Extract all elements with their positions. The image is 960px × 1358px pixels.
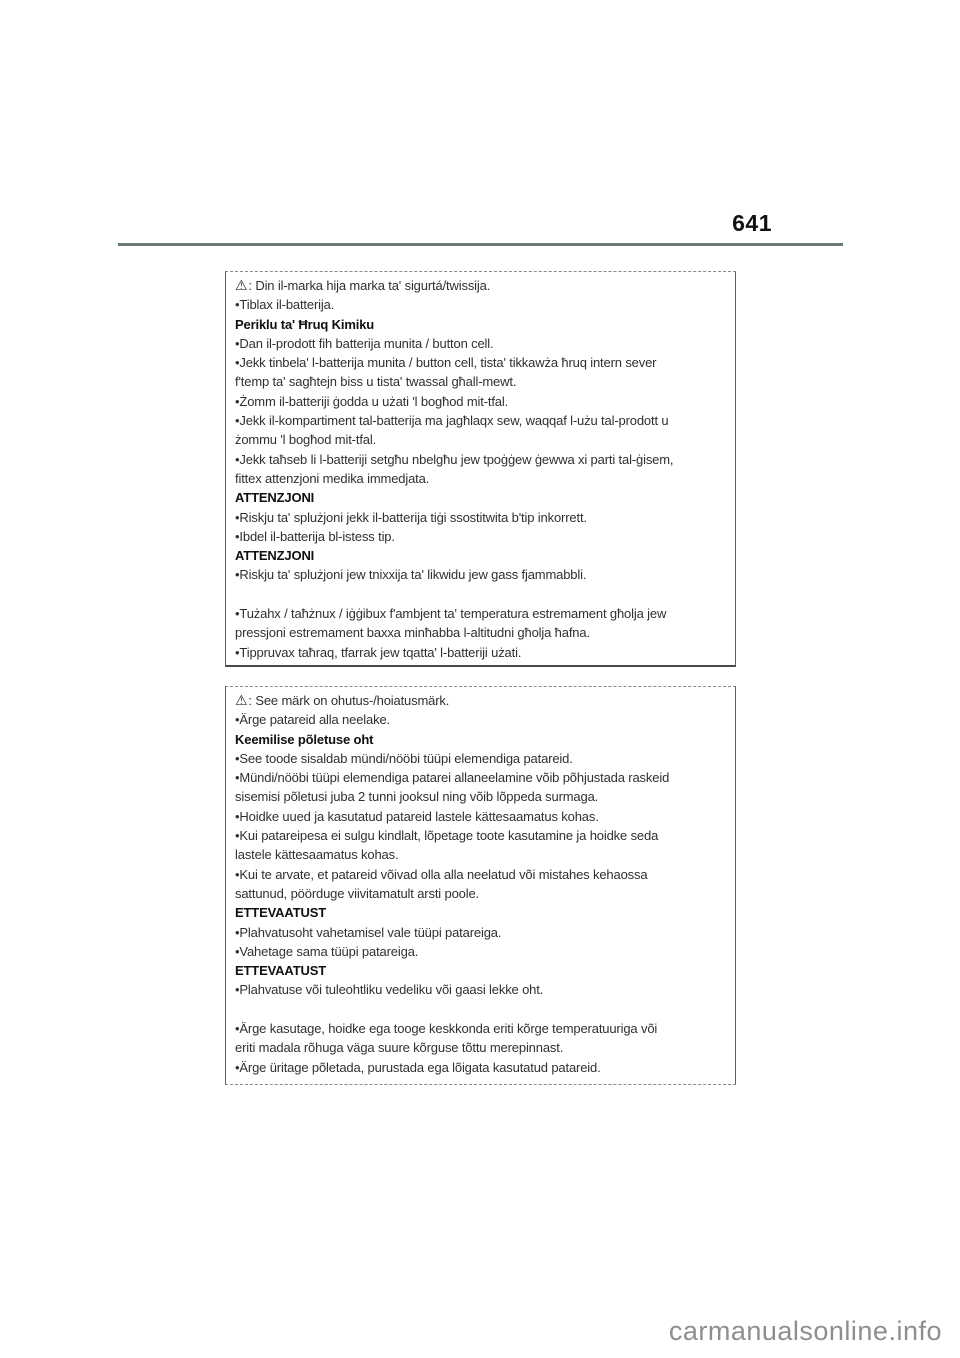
text-line: •Kui patareipesa ei sulgu kindlalt, lõpetage toote kasutamine ja hoidke seda [235, 828, 659, 844]
blank-line [235, 585, 730, 604]
text-line: •Tużahx / taħżnux / iġġibux f'ambjent ta' temperatura estremament għolja jew [235, 606, 667, 622]
blank-line [235, 1000, 730, 1019]
text-line: •Hoidke uued ja kasutatud patareid lastele kättesaamatus kohas. [235, 808, 599, 824]
text-line: sisemisi põletusi juba 2 tunni jooksul ning võib lõppeda surmaga. [235, 789, 599, 805]
warning-box-maltese [225, 271, 736, 667]
text-line: •Riskju ta' splużjoni jew tnixxija ta' likwidu jew gass fjammabbli. [235, 567, 587, 583]
text-line: •Plahvatuse või tuleohtliku vedeliku või gaasi lekke oht. [235, 982, 544, 998]
text-line: lastele kättesaamatus kohas. [235, 847, 399, 863]
text-line: •Ärge patareid alla neelake. [235, 712, 391, 728]
warning-intro-text: : See märk on ohutus-/hoiatusmärk. [248, 693, 450, 708]
warning-intro-line [235, 691, 730, 710]
section-heading: Periklu ta' Ħruq Kimiku [235, 316, 375, 332]
section-heading: Keemilise põletuse oht [235, 731, 374, 747]
text-line: •Jekk il-kompartiment tal-batterija ma jagħlaqx sew, waqqaf l-użu tal-prodott u [235, 413, 669, 429]
text-line: •Ärge kasutage, hoidke ega tooge keskkonda eriti kõrge temperatuuriga või [235, 1021, 658, 1037]
text-line: •Ibdel il-batterija bl-istess tip. [235, 528, 395, 544]
text-line: •Plahvatusoht vahetamisel vale tüüpi patareiga. [235, 924, 502, 940]
text-line: f'temp ta' sagħtejn biss u tista' twassal għall-mewt. [235, 374, 517, 390]
text-line: •Tiblax il-batterija. [235, 297, 335, 313]
warning-triangle-icon: ⚠ [235, 277, 248, 293]
text-line: •Mündi/nööbi tüüpi elemendiga patarei allaneelamine võib põhjustada raskeid [235, 770, 670, 786]
section-heading: ATTENZJONI [235, 490, 315, 506]
header-rule [118, 243, 843, 246]
text-line: •Dan il-prodott fih batterija munita / button cell. [235, 335, 494, 351]
text-line: •Tippruvax taħraq, tfarrak jew tqatta' l-batteriji użati. [235, 644, 522, 660]
text-line: •Kui te arvate, et patareid võivad olla alla neelatud või mistahes kehaossa [235, 866, 648, 882]
warning-intro-line [235, 276, 730, 295]
text-line: fittex attenzjoni medika immedjata. [235, 470, 430, 486]
text-line: •See toode sisaldab mündi/nööbi tüüpi elemendiga patareid. [235, 750, 573, 766]
text-line: żommu 'l bogħod mit-tfal. [235, 432, 377, 448]
warning-triangle-icon: ⚠ [235, 692, 248, 708]
section-heading: ETTEVAATUST [235, 905, 327, 921]
section-heading: ATTENZJONI [235, 548, 315, 564]
text-line: eriti madala rõhuga väga suure kõrguse tõttu merepinnast. [235, 1040, 564, 1056]
warning-intro-text: : Din il-marka hija marka ta' sigurtá/twissija. [248, 278, 491, 293]
text-line: sattunud, pöörduge viivitamatult arsti poole. [235, 885, 480, 901]
section-heading: ETTEVAATUST [235, 963, 327, 979]
warning-box-estonian [225, 686, 736, 1085]
text-line: •Jekk taħseb li l-batteriji setgħu nbelgħu jew tpoġġew ġewwa xi parti tal-ġisem, [235, 451, 674, 467]
page-number: 641 [732, 210, 772, 236]
text-line: •Żomm il-batteriji ġodda u użati 'l bogħod mit-tfal. [235, 393, 509, 409]
text-line: pressjoni estremament baxxa minħabba l-altitudni għolja ħafna. [235, 625, 590, 641]
text-line: •Jekk tinbela' l-batterija munita / button cell, tista' tikkawża ħruq intern sever [235, 355, 657, 371]
text-line: •Ärge üritage põletada, purustada ega lõigata kasutatud patareid. [235, 1059, 601, 1075]
text-line: •Riskju ta' splużjoni jekk il-batterija tiġi ssostitwita b'tip inkorrett. [235, 509, 587, 525]
text-line: •Vahetage sama tüüpi patareiga. [235, 943, 419, 959]
watermark-text: carmanualsonline.info [668, 1316, 942, 1346]
